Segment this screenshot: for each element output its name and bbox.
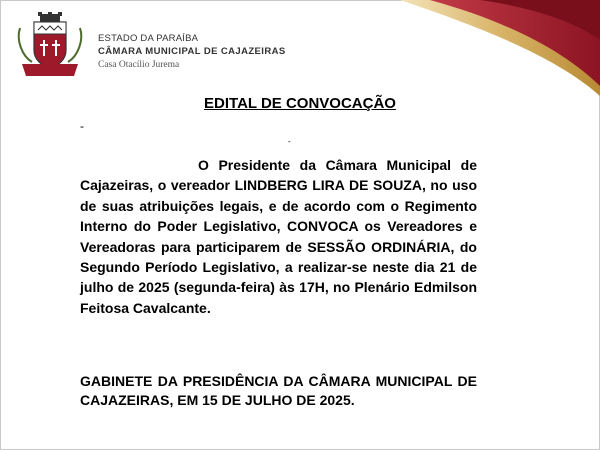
house-name: Casa Otacílio Jurema <box>98 60 180 70</box>
closing-statement: GABINETE DA PRESIDÊNCIA DA CÂMARA MUNICIPAL DE CAJAZEIRAS, EM 15 DE JULHO DE 2025. <box>80 373 477 408</box>
convocation-text: O Presidente da Câmara Municipal de Cajazeiras, o vereador LINDBERG LIRA DE SOUZA, no uso de suas atribuições legais, e de acordo com o Regimento Interno do Poder Legislativo, CONVOCA os Vereadores e Vereadoras para participarem de SESSÃO ORDINÁRIA, do Segundo Período Legislativo, a realizar-se neste dia 21 de julho de 2025 (segunda-feira) às 17H, no Plenário Edmilson Feitosa Cavalcante. <box>80 157 477 316</box>
council-name: CÂMARA MUNICIPAL DE CAJAZEIRAS <box>98 46 286 57</box>
convocation-body <box>80 155 477 318</box>
institution-header <box>98 32 286 72</box>
stray-mark: - <box>288 137 291 146</box>
document-title: EDITAL DE CONVOCAÇÃO <box>204 95 396 112</box>
stray-mark: - <box>80 119 84 133</box>
state-name: ESTADO DA PARAÍBA <box>98 33 199 44</box>
crest-icon <box>14 10 86 78</box>
